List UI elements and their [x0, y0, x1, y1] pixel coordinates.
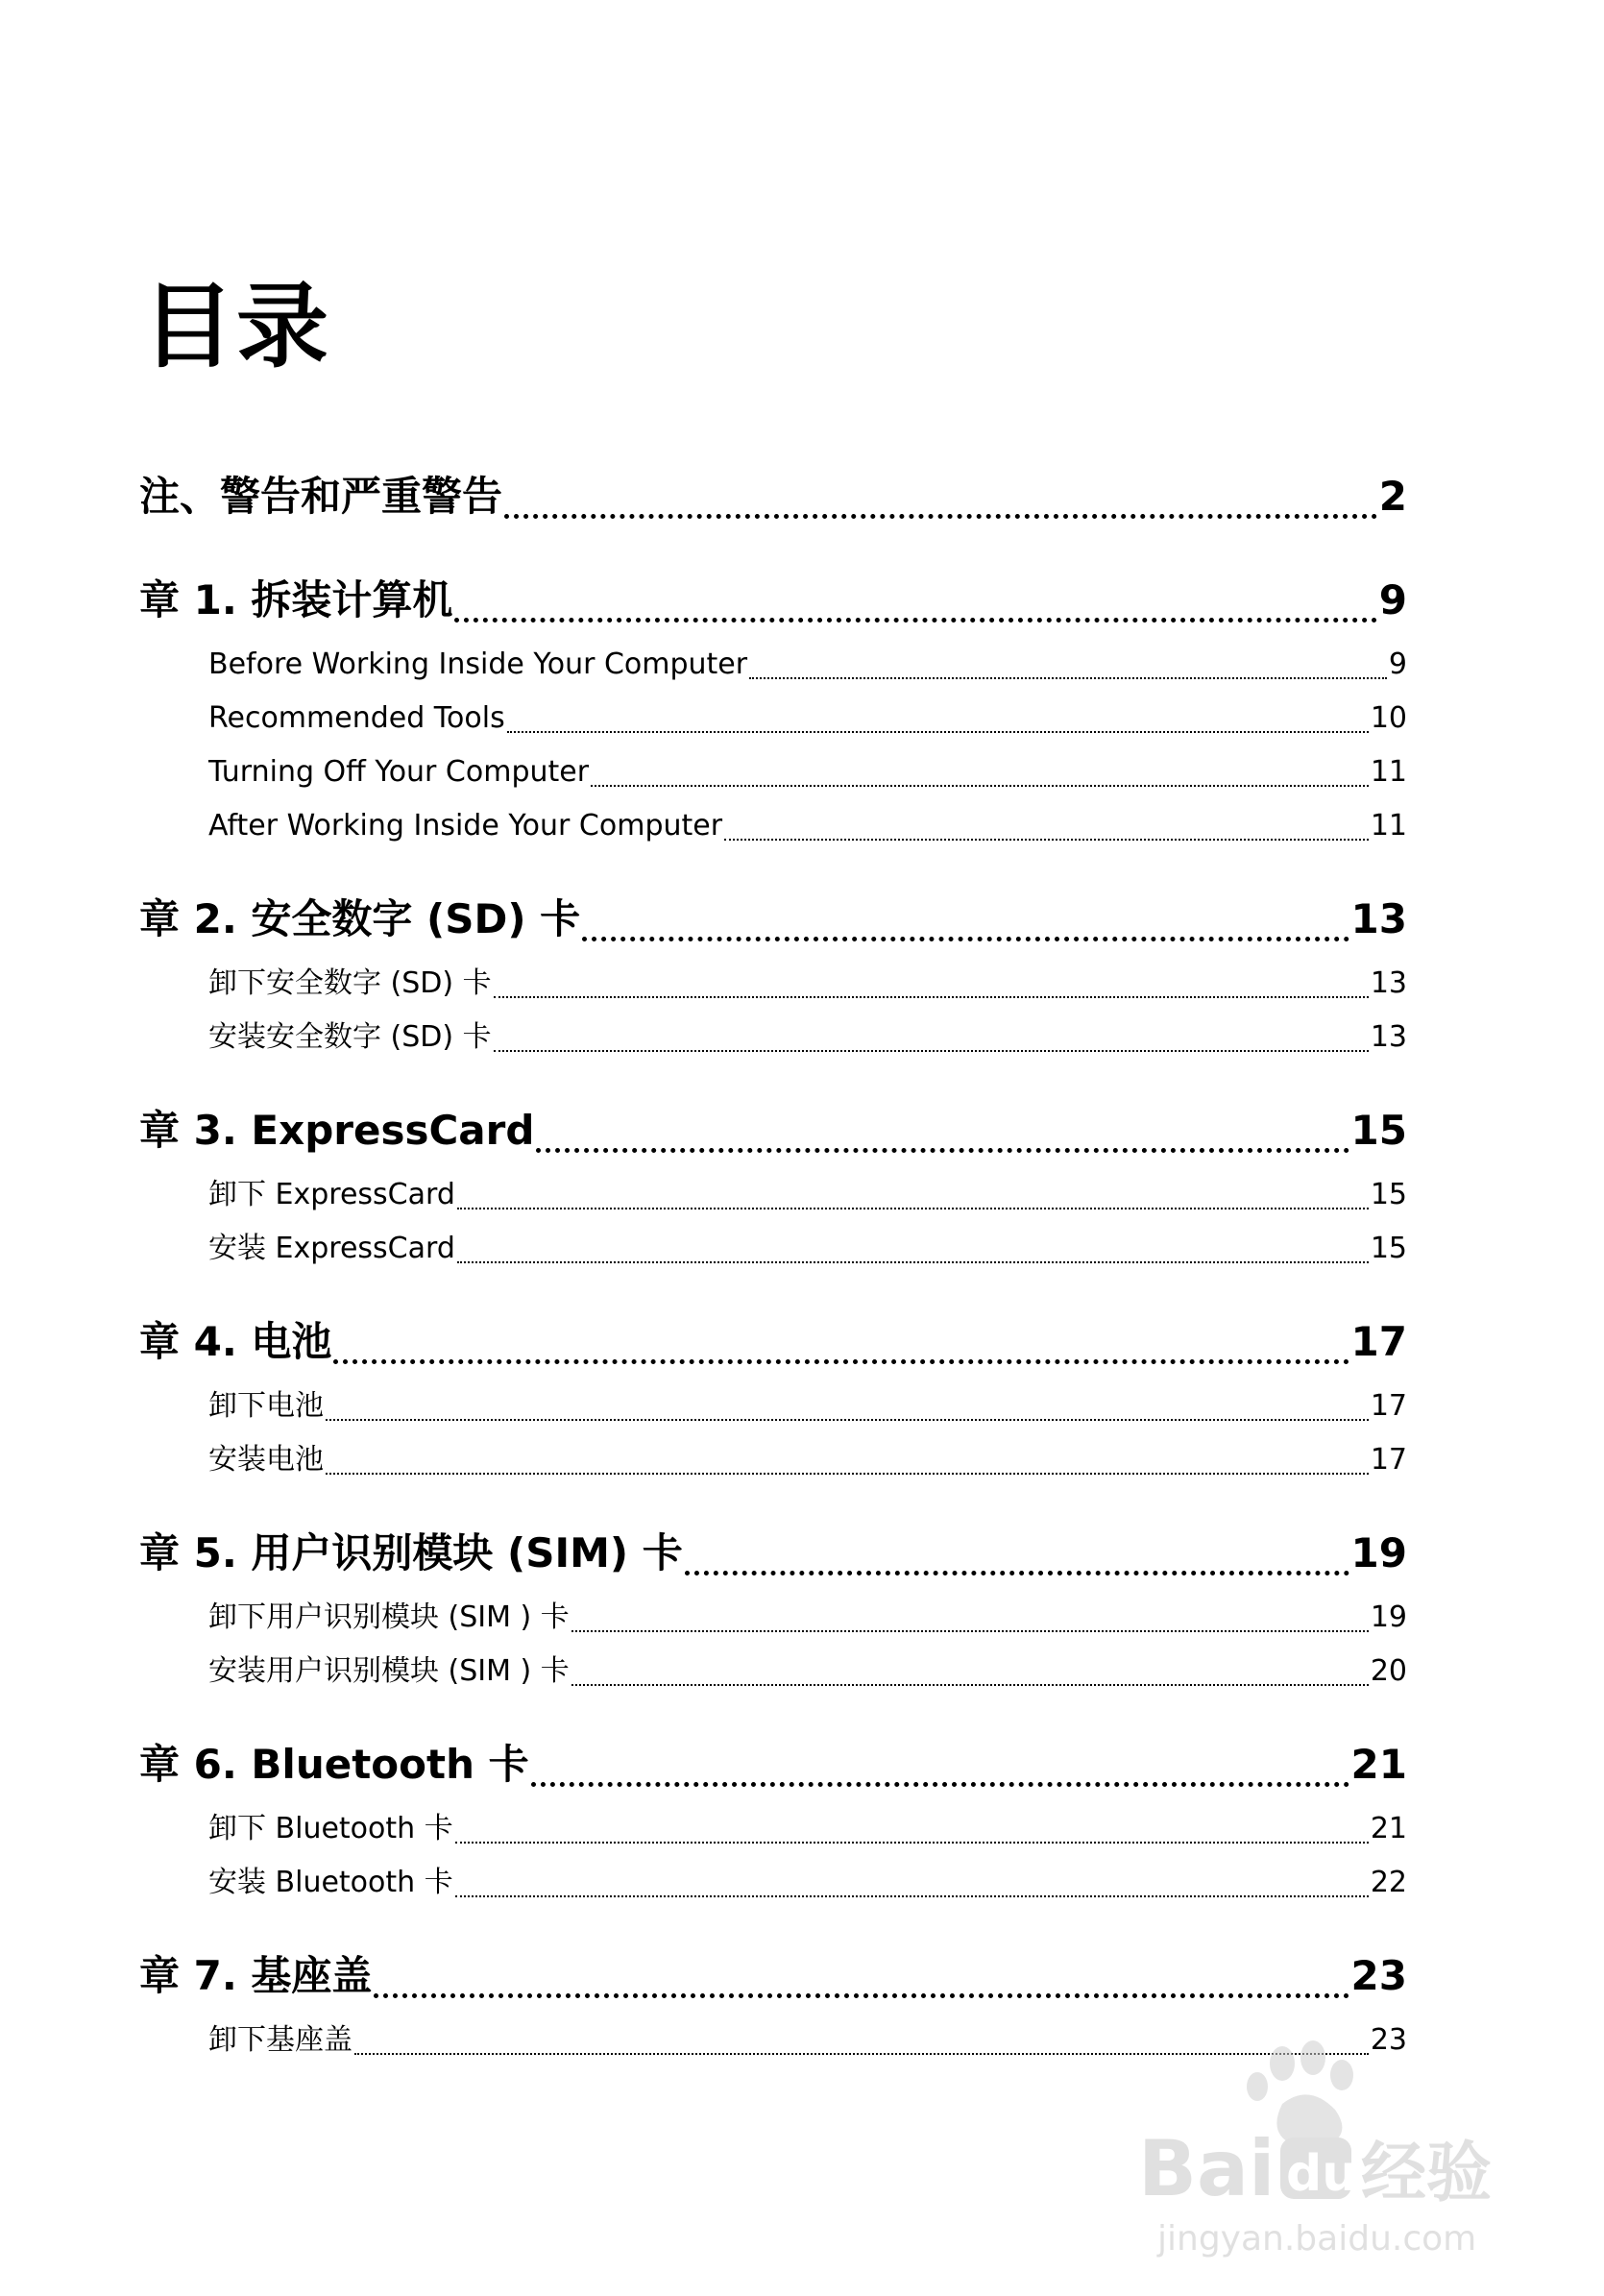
- toc-page-number: 22: [1370, 1866, 1407, 1899]
- toc-section: [139, 1093, 1407, 1276]
- toc-chapter-entry[interactable]: [139, 1093, 1407, 1168]
- toc-page-number: 13: [1350, 895, 1407, 942]
- toc-section: [139, 1727, 1407, 1910]
- dot-leader: [333, 1305, 1349, 1380]
- dot-leader: [374, 1939, 1349, 2014]
- toc-page-number: 17: [1370, 1443, 1407, 1477]
- toc-page-number: 15: [1370, 1232, 1407, 1265]
- toc-entry-title: 安装安全数字 (SD) 卡: [208, 1020, 492, 1054]
- dot-leader: [591, 745, 1369, 799]
- toc-subsection-entry[interactable]: [139, 1802, 1407, 1856]
- toc-entry-title: 安装 Bluetooth 卡: [208, 1866, 453, 1899]
- toc-page-number: 21: [1350, 1741, 1407, 1788]
- toc-entry-title: 卸下电池: [208, 1389, 324, 1423]
- toc-section: [139, 459, 1407, 534]
- dot-leader: [685, 1516, 1349, 1591]
- toc-subsection-entry[interactable]: [139, 1433, 1407, 1487]
- toc-page-number: 21: [1370, 1812, 1407, 1845]
- toc-page-number: 20: [1370, 1654, 1407, 1688]
- toc-entry-title: After Working Inside Your Computer: [208, 809, 723, 843]
- toc-page-number: 15: [1350, 1107, 1407, 1154]
- toc-entry-title: 卸下用户识别模块 (SIM ) 卡: [208, 1600, 570, 1634]
- toc-page-number: 23: [1350, 1952, 1407, 1999]
- toc-subsection-entry[interactable]: [139, 1645, 1407, 1698]
- toc-subsection-entry[interactable]: [139, 638, 1407, 692]
- baidu-jingyan-watermark: [1138, 2037, 1513, 2258]
- toc-chapter-entry[interactable]: [139, 459, 1407, 534]
- dot-leader: [454, 563, 1376, 638]
- dot-leader: [582, 882, 1349, 957]
- dot-leader: [749, 638, 1387, 692]
- toc-page-number: 17: [1370, 1389, 1407, 1423]
- toc-subsection-entry[interactable]: [139, 1011, 1407, 1064]
- toc-page-number: 17: [1350, 1318, 1407, 1365]
- dot-leader: [531, 1727, 1349, 1802]
- toc-subsection-entry[interactable]: [139, 692, 1407, 745]
- svg-text:du: du: [1286, 2145, 1358, 2203]
- toc-subsection-entry[interactable]: [139, 1168, 1407, 1222]
- toc-chapter-entry[interactable]: [139, 882, 1407, 957]
- toc-page-number: 19: [1350, 1529, 1407, 1576]
- toc-entry-title: 章 6. Bluetooth 卡: [139, 1741, 529, 1788]
- toc-page-number: 23: [1370, 2023, 1407, 2057]
- toc-section: [139, 563, 1407, 853]
- dot-leader: [504, 459, 1377, 534]
- toc-entry-title: 安装电池: [208, 1443, 324, 1477]
- toc-page-number: 11: [1370, 755, 1407, 789]
- dot-leader: [457, 1222, 1369, 1276]
- toc-entry-title: 安装 ExpressCard: [208, 1232, 455, 1265]
- toc-entry-title: 章 5. 用户识别模块 (SIM) 卡: [139, 1529, 683, 1576]
- toc-entry-title: 章 1. 拆装计算机: [139, 576, 453, 623]
- dot-leader: [494, 1011, 1369, 1064]
- toc-entry-title: Recommended Tools: [208, 701, 505, 735]
- toc-subsection-entry[interactable]: [139, 957, 1407, 1011]
- toc-entry-title: 卸下 ExpressCard: [208, 1178, 455, 1211]
- toc-subsection-entry[interactable]: [139, 745, 1407, 799]
- watermark-text: [1138, 2124, 1492, 2258]
- toc-page-number: 11: [1370, 809, 1407, 843]
- toc-section: [139, 882, 1407, 1064]
- svg-text:jingyan.baidu.com: jingyan.baidu.com: [1157, 2219, 1477, 2258]
- toc-entry-title: 章 2. 安全数字 (SD) 卡: [139, 895, 581, 942]
- toc-page-number: 9: [1378, 576, 1407, 623]
- toc-subsection-entry[interactable]: [139, 1380, 1407, 1433]
- toc-entry-title: Before Working Inside Your Computer: [208, 647, 748, 681]
- toc-entry-title: 章 7. 基座盖: [139, 1952, 373, 1999]
- toc-page-number: 2: [1378, 473, 1407, 520]
- dot-leader: [457, 1168, 1369, 1222]
- toc-subsection-entry[interactable]: [139, 1591, 1407, 1645]
- toc-chapter-entry[interactable]: [139, 1939, 1407, 2014]
- page-title: 目录: [142, 273, 330, 381]
- dot-leader: [571, 1591, 1369, 1645]
- dot-leader: [724, 799, 1369, 853]
- toc-section: [139, 1305, 1407, 1487]
- dot-leader: [326, 1380, 1369, 1433]
- dot-leader: [455, 1802, 1369, 1856]
- toc-chapter-entry[interactable]: [139, 1305, 1407, 1380]
- toc-page-number: 19: [1370, 1600, 1407, 1634]
- svg-text:Bai: Bai: [1138, 2124, 1276, 2213]
- toc-page-number: 10: [1370, 701, 1407, 735]
- toc-section: [139, 1516, 1407, 1698]
- toc-subsection-entry[interactable]: [139, 1222, 1407, 1276]
- dot-leader: [571, 1645, 1369, 1698]
- toc-page-number: 15: [1370, 1178, 1407, 1211]
- toc-chapter-entry[interactable]: [139, 563, 1407, 638]
- toc-subsection-entry[interactable]: [139, 799, 1407, 853]
- toc-entry-title: 章 3. ExpressCard: [139, 1107, 535, 1154]
- toc-page-number: 13: [1370, 1020, 1407, 1054]
- dot-leader: [494, 957, 1369, 1011]
- toc-chapter-entry[interactable]: [139, 1516, 1407, 1591]
- toc-entry-title: Turning Off Your Computer: [208, 755, 590, 789]
- toc-entry-title: 注、警告和严重警告: [139, 473, 503, 520]
- dot-leader: [455, 1856, 1369, 1910]
- dot-leader: [507, 692, 1369, 745]
- toc-entry-title: 安装用户识别模块 (SIM ) 卡: [208, 1654, 570, 1688]
- toc-entry-title: 卸下安全数字 (SD) 卡: [208, 966, 492, 1000]
- toc-entry-title: 章 4. 电池: [139, 1318, 332, 1365]
- svg-text:经验: 经验: [1361, 2136, 1493, 2211]
- toc-chapter-entry[interactable]: [139, 1727, 1407, 1802]
- toc-subsection-entry[interactable]: [139, 1856, 1407, 1910]
- toc-entry-title: 卸下 Bluetooth 卡: [208, 1812, 453, 1845]
- table-of-contents: [139, 459, 1407, 2096]
- dot-leader: [326, 1433, 1369, 1487]
- toc-page-number: 13: [1370, 966, 1407, 1000]
- dot-leader: [536, 1093, 1349, 1168]
- toc-entry-title: 卸下基座盖: [208, 2023, 352, 2057]
- toc-page-number: 9: [1388, 647, 1407, 681]
